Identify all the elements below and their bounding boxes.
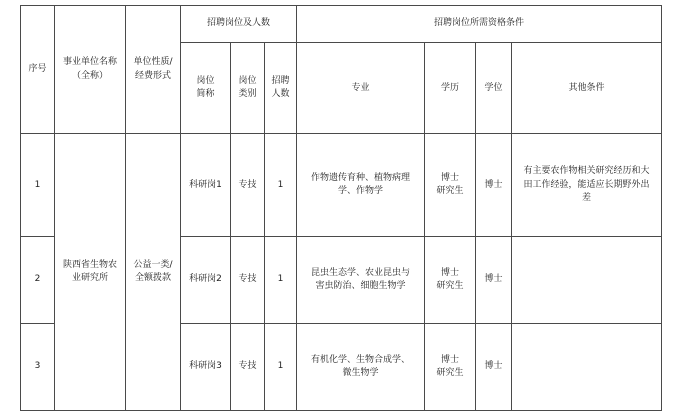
header-recruit-count-line1: 招聘: [271, 75, 290, 86]
header-row-1: [21, 6, 662, 43]
education-cell: [425, 324, 476, 411]
education-line1: 博士: [441, 267, 460, 278]
header-pos-name-line2: 简称: [196, 89, 215, 100]
pos-name-cell: 科研岗3: [181, 324, 231, 411]
table-row: [21, 134, 662, 237]
unit-nature-cell: [126, 134, 181, 411]
header-unit-nature-line2: 经费形式: [134, 70, 171, 81]
other-cell: [512, 237, 662, 324]
recruitment-table: [20, 5, 662, 411]
header-pos-name: [181, 43, 231, 134]
unit-name-line1: 陕西省生物农: [62, 259, 117, 270]
education-line2: 研究生: [436, 281, 464, 292]
education-line1: 博士: [441, 354, 460, 365]
header-unit-name-text: 事业单位名称: [62, 57, 117, 68]
seq-cell: 1: [21, 134, 55, 237]
degree-cell: 博士: [476, 134, 512, 237]
header-unit-name-note: （全称）: [71, 70, 108, 81]
header-unit-nature: [126, 6, 181, 134]
seq-cell: 3: [21, 324, 55, 411]
other-line3: 差: [582, 193, 592, 203]
major-line2: 学、作物学: [338, 186, 384, 197]
unit-nature-line2: 全额拨款: [134, 273, 171, 284]
major-cell: [297, 324, 425, 411]
major-line1: 作物遗传育种、植物病理: [311, 172, 411, 183]
header-degree: 学位: [476, 43, 512, 134]
education-line2: 研究生: [436, 368, 464, 379]
count-cell: 1: [265, 134, 297, 237]
education-line1: 博士: [441, 172, 460, 183]
major-line2: 微生物学: [342, 368, 379, 379]
header-unit-name: [55, 6, 126, 134]
other-cell: [512, 134, 662, 237]
other-cell: [512, 324, 662, 411]
count-cell: 1: [265, 324, 297, 411]
header-seq: 序号: [21, 6, 55, 134]
pos-type-cell: 专技: [231, 237, 265, 324]
unit-name-line2: 业研究所: [71, 273, 108, 284]
seq-cell: 2: [21, 237, 55, 324]
major-line1: 有机化学、生物合成学、: [311, 354, 411, 365]
unit-name-cell: [55, 134, 126, 411]
header-recruit-count-line2: 人数: [271, 89, 290, 100]
header-positions-group: 招聘岗位及人数: [181, 6, 297, 43]
count-cell: 1: [265, 237, 297, 324]
education-cell: [425, 134, 476, 237]
degree-cell: 博士: [476, 324, 512, 411]
pos-type-cell: 专技: [231, 134, 265, 237]
pos-type-cell: 专技: [231, 324, 265, 411]
header-requirements-group: 招聘岗位所需资格条件: [297, 6, 662, 43]
other-line1: 有主要农作物相关研究经历和大: [523, 166, 650, 176]
header-major: 专业: [297, 43, 425, 134]
education-cell: [425, 237, 476, 324]
header-pos-type-line2: 类别: [238, 89, 257, 100]
major-line1: 昆虫生态学、农业昆虫与: [311, 267, 411, 278]
header-unit-nature-line1: 单位性质/: [133, 57, 173, 68]
header-other: 其他条件: [512, 43, 662, 134]
header-recruit-count: [265, 43, 297, 134]
major-cell: [297, 237, 425, 324]
pos-name-cell: 科研岗2: [181, 237, 231, 324]
education-line2: 研究生: [436, 186, 464, 197]
header-education: 学历: [425, 43, 476, 134]
header-pos-name-line1: 岗位: [196, 75, 215, 86]
pos-name-cell: 科研岗1: [181, 134, 231, 237]
header-pos-type: [231, 43, 265, 134]
major-cell: [297, 134, 425, 237]
unit-nature-line1: 公益一类/: [133, 259, 173, 270]
header-pos-type-line1: 岗位: [238, 75, 257, 86]
other-line2: 田工作经验，能适应长期野外出: [523, 179, 650, 190]
degree-cell: 博士: [476, 237, 512, 324]
major-line2: 害虫防治、细胞生物学: [315, 281, 406, 292]
